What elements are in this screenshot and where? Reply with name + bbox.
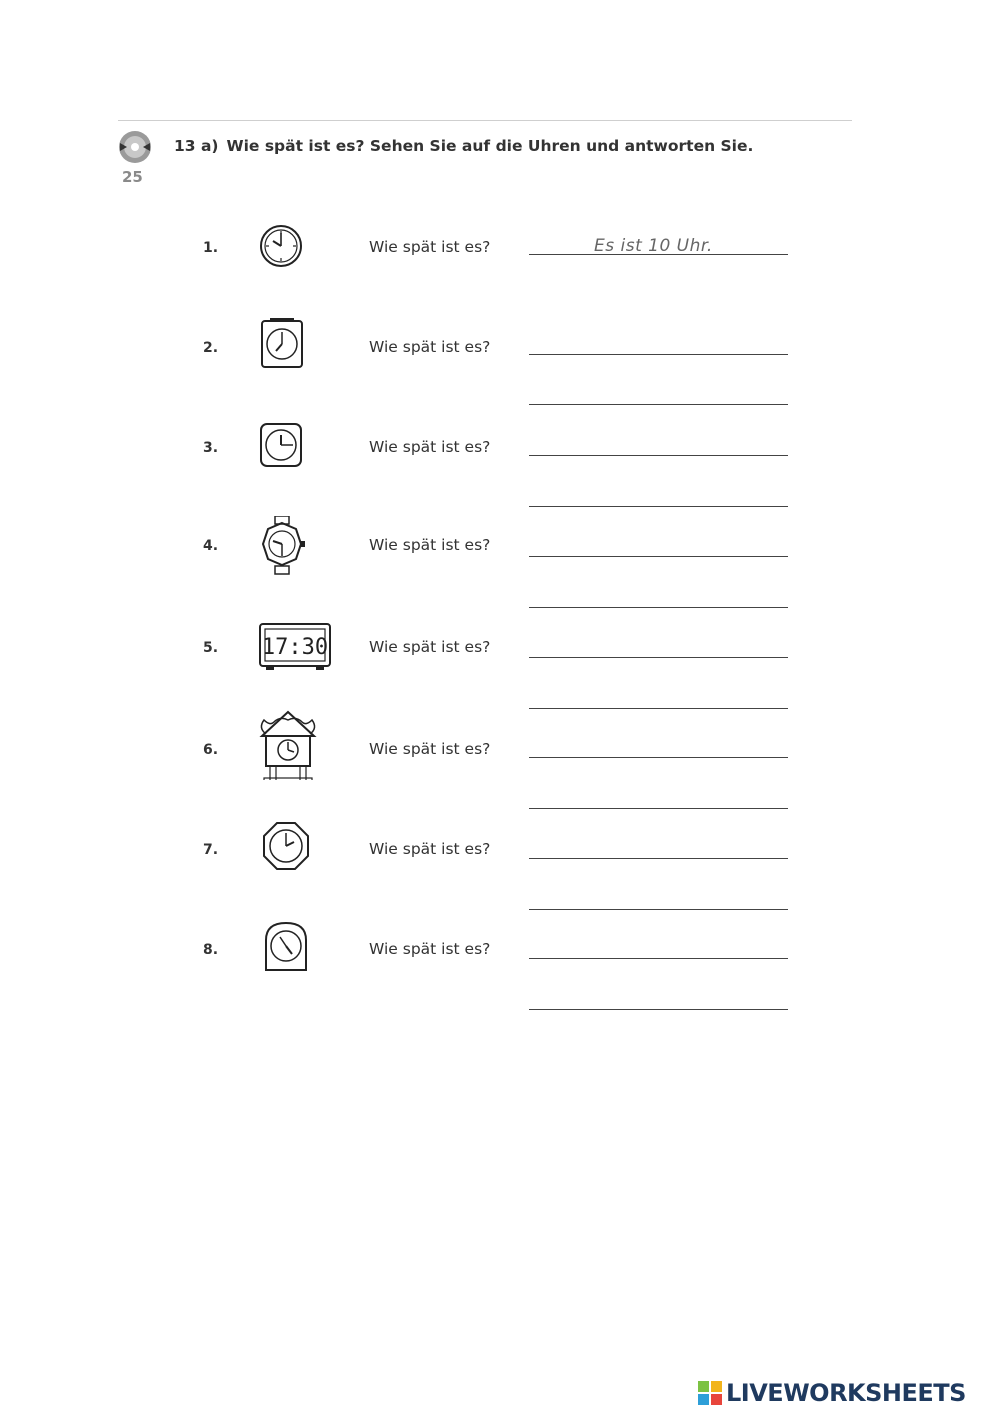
exercise-item-6	[0, 720, 1000, 780]
item-number: 4.	[203, 538, 219, 554]
answer-line[interactable]	[529, 404, 788, 405]
top-divider	[118, 120, 852, 121]
answer-line[interactable]	[529, 607, 788, 608]
exercise-instruction: Wie spät ist es? Sehen Sie auf die Uhren und antworten Sie.	[226, 137, 754, 155]
answer-line[interactable]	[529, 354, 788, 355]
exercise-item-5	[0, 618, 1000, 678]
square-clock-icon	[252, 418, 332, 478]
item-number: 8.	[203, 942, 219, 958]
exercise-number: 13 a)	[174, 137, 219, 155]
answer-line[interactable]	[529, 909, 788, 910]
question-text: Wie spät ist es?	[369, 238, 491, 256]
answer-line[interactable]	[529, 506, 788, 507]
answer-line[interactable]	[529, 858, 788, 859]
item-number: 3.	[203, 440, 219, 456]
track-number: 25	[122, 168, 143, 186]
audio-cd-icon	[118, 130, 152, 164]
cuckoo-clock-icon	[252, 696, 332, 780]
item-number: 7.	[203, 842, 219, 858]
liveworksheets-logo-icon	[698, 1381, 722, 1405]
exercise-item-3	[0, 418, 1000, 478]
item-number: 6.	[203, 742, 219, 758]
digital-clock-icon	[252, 618, 332, 678]
answer-line[interactable]	[529, 958, 788, 959]
wristwatch-icon	[252, 516, 332, 576]
item-number: 2.	[203, 340, 219, 356]
octagon-clock-icon	[252, 820, 332, 880]
round-wall-clock-icon	[252, 218, 332, 278]
answer-line[interactable]	[529, 455, 788, 456]
question-text: Wie spät ist es?	[369, 638, 491, 656]
answer-line[interactable]	[529, 757, 788, 758]
exercise-item-4	[0, 516, 1000, 576]
sample-answer: Es ist 10 Uhr.	[594, 236, 713, 256]
exercise-item-1	[0, 218, 1000, 278]
question-text: Wie spät ist es?	[369, 536, 491, 554]
item-number: 1.	[203, 240, 219, 256]
answer-line[interactable]	[529, 556, 788, 557]
question-text: Wie spät ist es?	[369, 840, 491, 858]
exercise-item-2	[0, 318, 1000, 378]
exercise-item-8	[0, 920, 1000, 980]
alarm-clock-icon	[252, 318, 332, 378]
answer-line[interactable]	[529, 657, 788, 658]
question-text: Wie spät ist es?	[369, 438, 491, 456]
arched-clock-icon	[252, 920, 332, 980]
answer-line[interactable]	[529, 708, 788, 709]
question-text: Wie spät ist es?	[369, 740, 491, 758]
exercise-heading	[174, 137, 753, 155]
item-number: 5.	[203, 640, 219, 656]
answer-line[interactable]	[529, 808, 788, 809]
question-text: Wie spät ist es?	[369, 338, 491, 356]
answer-line[interactable]	[529, 1009, 788, 1010]
digital-display: 17:30	[261, 635, 329, 660]
question-text: Wie spät ist es?	[369, 940, 491, 958]
liveworksheets-brand[interactable]	[698, 1380, 966, 1406]
brand-name: LIVEWORKSHEETS	[726, 1379, 966, 1407]
exercise-item-7	[0, 820, 1000, 880]
